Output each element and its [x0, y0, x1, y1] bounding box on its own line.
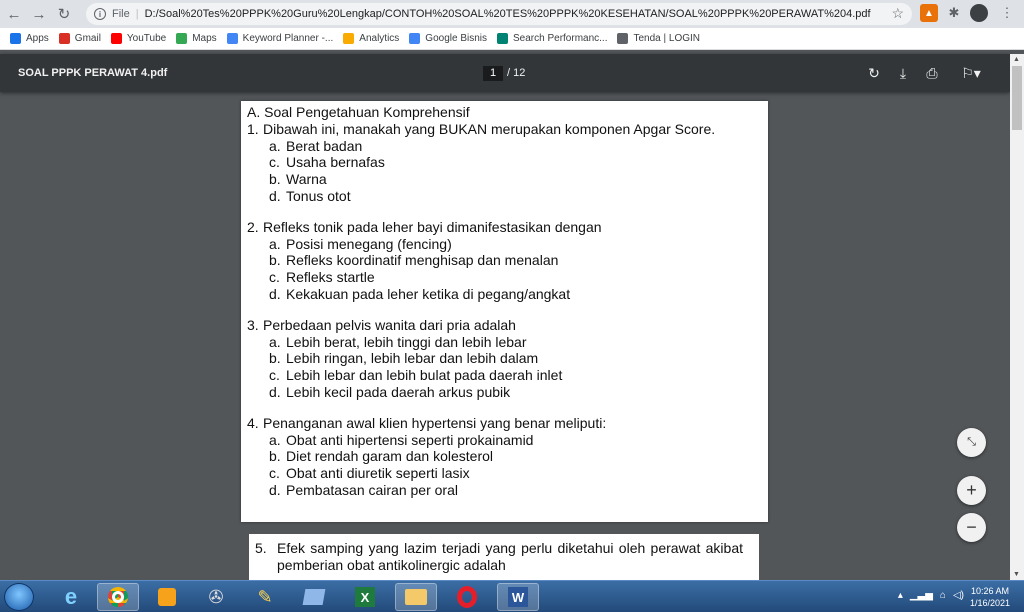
print-icon[interactable]: ⎙: [926, 64, 938, 81]
question-text: Perbedaan pelvis wanita dari pria adalah: [263, 316, 516, 333]
question-number: 4.: [247, 414, 259, 431]
pdf-page-1: [241, 101, 768, 522]
forward-button[interactable]: [28, 3, 50, 25]
pdf-toolbar: [0, 54, 1010, 92]
fit-page-button[interactable]: [957, 428, 986, 457]
answer-option: [247, 269, 735, 286]
plus-icon: +: [966, 480, 977, 500]
answer-option: [247, 188, 735, 205]
globe-icon: [617, 33, 628, 44]
taskbar-film-reel[interactable]: [195, 583, 237, 611]
option-letter: c.: [269, 269, 280, 286]
opera-icon: [457, 586, 477, 608]
signal-icon[interactable]: ▁▃▅: [909, 590, 933, 601]
question-head: [247, 219, 735, 236]
vertical-scrollbar[interactable]: [1010, 54, 1024, 580]
question-1: [247, 121, 735, 205]
analytics-icon: [343, 33, 354, 44]
question-head: [247, 415, 735, 432]
option-text: Berat badan: [286, 137, 363, 154]
taskbar-chrome[interactable]: [97, 583, 139, 611]
option-letter: c.: [269, 465, 280, 482]
option-text: Lebih berat, lebih tinggi dan lebih lebar: [286, 333, 527, 350]
question-number: 2.: [247, 218, 259, 235]
browser-toolbar: [0, 0, 1024, 28]
answer-option: [247, 236, 735, 253]
gmail-icon: [59, 33, 70, 44]
option-text: Lebih kecil pada daerah arkus pubik: [286, 383, 511, 400]
bookmark-label: Maps: [192, 33, 217, 44]
reload-button[interactable]: [53, 3, 75, 25]
taskbar-excel[interactable]: [344, 583, 386, 611]
bookmark-label: Search Performanc...: [513, 33, 608, 44]
option-text: Diet rendah garam dan kolesterol: [286, 448, 494, 465]
tray-expand-icon[interactable]: ▴: [897, 590, 903, 601]
windows-taskbar: [0, 580, 1024, 612]
answer-option: [247, 465, 735, 482]
question-5: [255, 540, 743, 574]
taskbar-word[interactable]: [497, 583, 539, 611]
omnibox-divider: |: [135, 8, 139, 20]
question-2: [247, 219, 735, 303]
download-icon[interactable]: ⤓: [899, 64, 907, 81]
bookmark-2[interactable]: [111, 33, 166, 44]
option-text: Tonus otot: [286, 187, 351, 204]
answer-option: [247, 367, 735, 384]
option-text: Lebih lebar dan lebih bulat pada daerah inlet: [286, 367, 563, 384]
taskbar-explorer[interactable]: [395, 583, 437, 611]
option-letter: a.: [269, 235, 281, 252]
internet-explorer-icon: e: [64, 584, 78, 609]
reload-icon: ↻: [57, 6, 71, 23]
rotate-icon[interactable]: ↻: [868, 64, 880, 81]
bookmark-8[interactable]: [617, 33, 700, 44]
bookmark-menu-icon[interactable]: ⚐▾: [961, 64, 981, 81]
bookmark-label: Google Bisnis: [425, 33, 487, 44]
excel-icon: X: [355, 587, 375, 607]
bookmark-1[interactable]: [59, 33, 101, 44]
pdf-page-2: [249, 534, 759, 580]
option-text: Posisi menegang (fencing): [286, 235, 452, 252]
option-text: Refleks startle: [286, 269, 375, 286]
section-heading: A. Soal Pengetahuan Komprehensif: [247, 104, 470, 120]
chrome-icon: [108, 587, 128, 607]
answer-option: [247, 286, 735, 303]
google-business-icon: [409, 33, 420, 44]
bookmark-label: Apps: [26, 33, 49, 44]
taskbar-ie[interactable]: [50, 583, 92, 611]
zoom-out-button[interactable]: [957, 513, 986, 542]
extensions-puzzle-icon[interactable]: ✱: [948, 5, 960, 20]
answer-option: [247, 334, 735, 351]
address-bar[interactable]: [86, 3, 912, 25]
fit-to-page-icon: ⤡: [967, 436, 976, 448]
answer-option: [247, 138, 735, 155]
option-letter: b.: [269, 350, 281, 367]
question-head: [247, 317, 735, 334]
minus-icon: −: [966, 517, 977, 537]
bookmark-label: Gmail: [74, 33, 101, 44]
question-number: 1.: [247, 120, 259, 137]
volume-icon[interactable]: ◁): [952, 590, 964, 601]
clock-date: 1/16/2021: [969, 598, 1010, 608]
option-text: Pembatasan cairan per oral: [286, 481, 458, 498]
media-player-icon: [158, 588, 176, 606]
taskbar-paint[interactable]: [244, 583, 286, 611]
taskbar-opera[interactable]: [446, 583, 488, 611]
option-text: Warna: [286, 171, 327, 188]
bookmarks-bar: [0, 28, 1024, 50]
answer-option: [247, 154, 735, 171]
answer-option: [247, 448, 735, 465]
question-number: 3.: [247, 316, 259, 333]
scroll-up-arrow-icon[interactable]: ▲: [1013, 56, 1020, 63]
bookmark-6[interactable]: [409, 33, 487, 44]
system-tray: [898, 590, 964, 601]
answer-option: [247, 252, 735, 269]
page-total: / 12: [507, 67, 526, 79]
extension-lock-icon[interactable]: ▲: [920, 4, 938, 22]
option-text: Kekakuan pada leher ketika di pegang/angkat: [286, 285, 571, 302]
question-text: Efek samping yang lazim terjadi yang perlu diketahui oleh perawat akibat pemberian obat antikolinergic adalah: [277, 540, 743, 573]
file-label: File: [112, 8, 130, 20]
bookmark-4[interactable]: [227, 33, 334, 44]
google-ads-icon: [227, 33, 238, 44]
option-letter: d.: [269, 383, 281, 400]
bookmark-label: Tenda | LOGIN: [633, 33, 701, 44]
taskbar-app[interactable]: [293, 583, 335, 611]
folder-icon: [405, 589, 427, 605]
info-icon[interactable]: i: [94, 8, 106, 20]
scroll-thumb[interactable]: [1012, 66, 1022, 130]
question-3: [247, 317, 735, 401]
option-text: Obat anti diuretik seperti lasix: [286, 465, 470, 482]
maps-pin-icon: [176, 33, 187, 44]
option-letter: d.: [269, 481, 281, 498]
app-window-icon: [303, 589, 326, 605]
forward-arrow-icon: →: [31, 5, 47, 23]
answer-option: [247, 432, 735, 449]
option-letter: b.: [269, 448, 281, 465]
bookmark-5[interactable]: [343, 33, 399, 44]
bookmark-label: Analytics: [359, 33, 400, 44]
option-text: Usaha bernafas: [286, 154, 385, 171]
back-arrow-icon: ←: [6, 5, 22, 23]
option-text: Obat anti hipertensi seperti prokainamid: [286, 431, 534, 448]
option-letter: b.: [269, 171, 281, 188]
youtube-icon: [111, 33, 122, 44]
clock-time: 10:26 AM: [970, 586, 1009, 596]
bookmark-label: YouTube: [126, 33, 167, 44]
option-text: Refleks koordinatif menghisap dan menalan: [286, 252, 559, 269]
question-number: 5.: [255, 540, 267, 556]
profile-avatar[interactable]: [970, 4, 988, 22]
option-letter: c.: [269, 367, 280, 384]
page-number-input[interactable]: 1: [483, 66, 503, 81]
url-text[interactable]: D:/Soal%20Tes%20PPPK%20Guru%20Lengkap/CONTOH%20SOAL%20TES%20PPPK%20KESEHATAN/SOAL%20PPPK%20PERAWAT%204.pdf: [144, 8, 871, 20]
bing-icon: [497, 33, 508, 44]
system-clock[interactable]: [970, 585, 1010, 609]
question-text: Refleks tonik pada leher bayi dimanifestasikan dengan: [263, 218, 602, 235]
option-letter: d.: [269, 187, 281, 204]
taskbar-media-player[interactable]: [146, 583, 188, 611]
scroll-down-arrow-icon[interactable]: ▼: [1013, 571, 1020, 578]
bookmark-3[interactable]: [176, 33, 216, 44]
word-icon: W: [508, 587, 528, 607]
start-button[interactable]: [4, 583, 34, 611]
option-letter: b.: [269, 252, 281, 269]
option-text: Lebih ringan, lebih lebar dan lebih dalam: [286, 350, 539, 367]
chrome-menu-icon[interactable]: ⋮: [1000, 5, 1014, 20]
answer-option: [247, 384, 735, 401]
option-letter: a.: [269, 137, 281, 154]
network-icon[interactable]: ⌂: [939, 590, 946, 601]
zoom-in-button[interactable]: [957, 476, 986, 505]
question-4: [247, 415, 735, 499]
option-letter: a.: [269, 431, 281, 448]
question-text: Dibawah ini, manakah yang BUKAN merupakan komponen Apgar Score.: [263, 120, 716, 137]
question-text: Penanganan awal klien hypertensi yang benar meliputi:: [263, 414, 607, 431]
back-button[interactable]: [3, 3, 25, 25]
answer-option: [247, 350, 735, 367]
option-letter: a.: [269, 333, 281, 350]
bookmark-7[interactable]: [497, 33, 607, 44]
apps-grid-icon: [10, 33, 21, 44]
film-reel-icon: ✇: [208, 586, 224, 607]
option-letter: d.: [269, 285, 281, 302]
pdf-title: SOAL PPPK PERAWAT 4.pdf: [18, 67, 168, 79]
option-letter: c.: [269, 154, 280, 171]
bookmark-label: Keyword Planner -...: [242, 33, 334, 44]
question-head: [247, 121, 735, 138]
answer-option: [247, 482, 735, 499]
bookmark-star-icon[interactable]: ☆: [891, 5, 904, 21]
answer-option: [247, 171, 735, 188]
bookmark-0[interactable]: [10, 33, 49, 44]
paint-icon: ✎: [257, 586, 273, 607]
